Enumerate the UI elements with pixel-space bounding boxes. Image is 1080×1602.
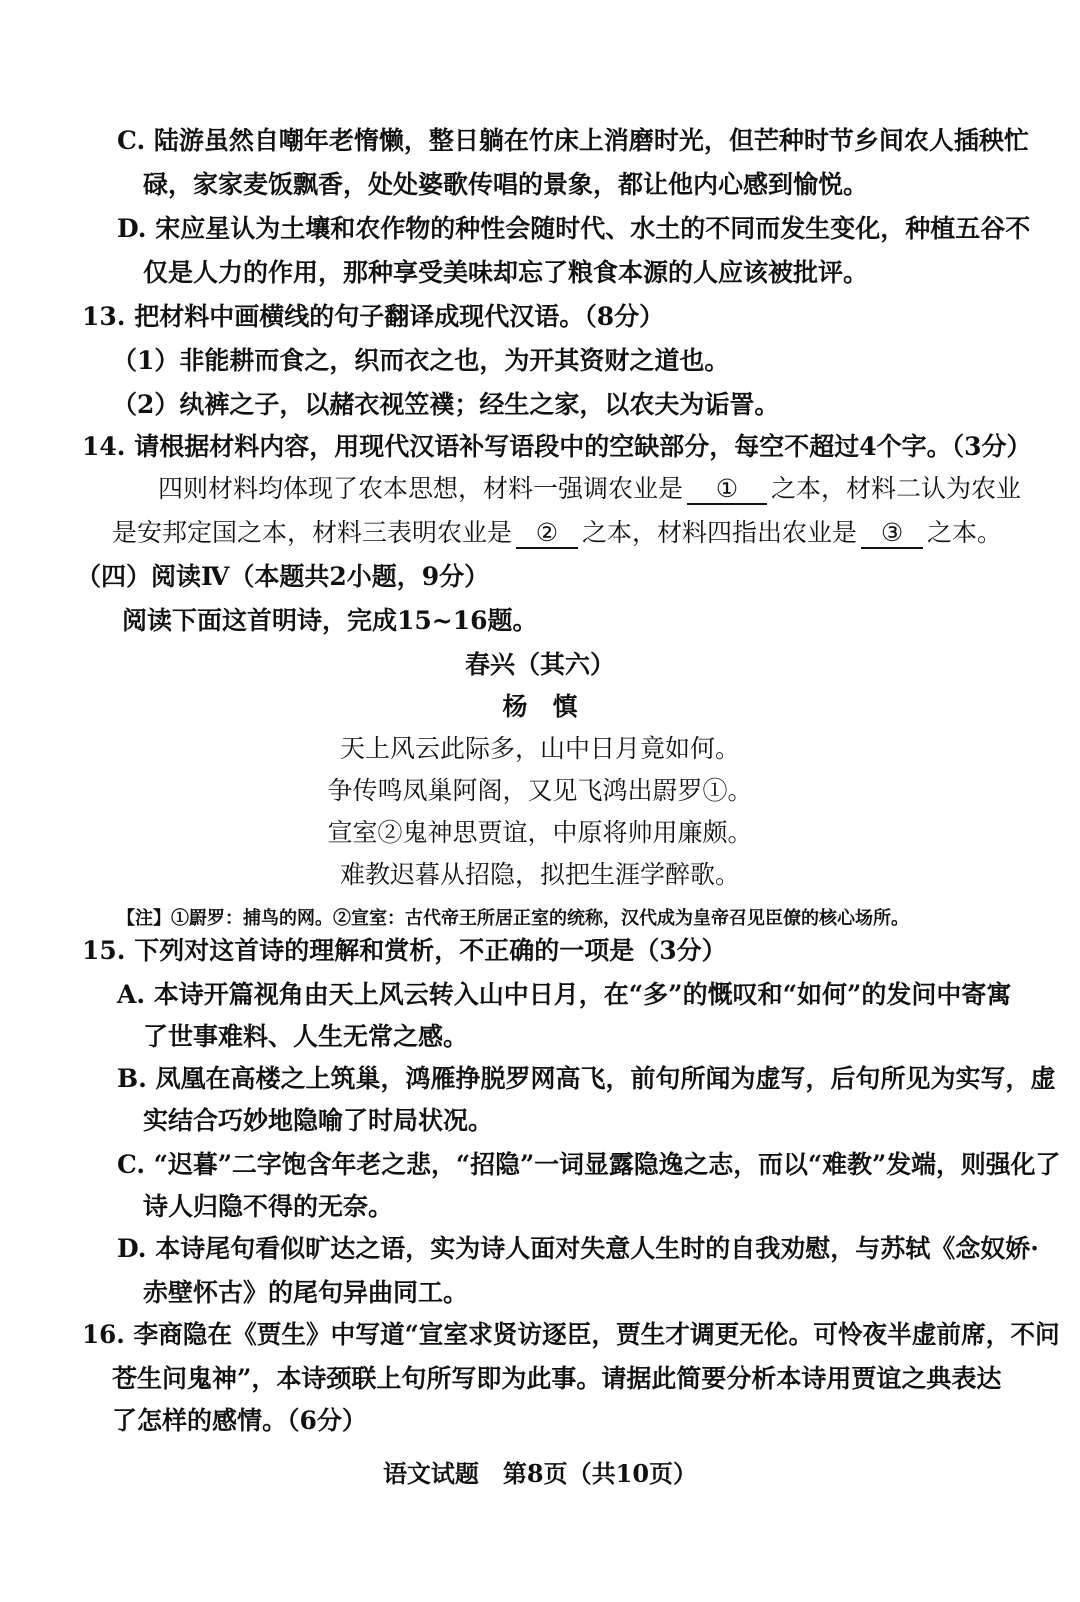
q15-option-c-continued: 诗人归隐不得的无奈。 [143, 1192, 394, 1221]
q14-stem: 14. 请根据材料内容，用现代汉语补写语段中的空缺部分，每空不超过4个字。（3分） [82, 432, 1032, 461]
q14-paragraph-line-1 [158, 472, 1021, 506]
q16-line-1: 16. 李商隐在《贾生》中写道“宣室求贤访逐臣，贾生才调更无伦。可怜夜半虚前席，不问 [82, 1320, 1060, 1349]
q15-stem: 15. 下列对这首诗的理解和赏析，不正确的一项是（3分） [82, 936, 727, 965]
q14-text: 是安邦定国之本，材料三表明农业是 [112, 518, 513, 547]
q15-option-a: A. 本诗开篇视角由天上风云转入山中日月，在“多”的慨叹和“如何”的发问中寄寓 [117, 980, 1012, 1009]
poem-title: 春兴（其六） [464, 650, 615, 679]
q16-line-3: 了怎样的感情。（6分） [112, 1406, 367, 1435]
poem-author: 杨 慎 [502, 692, 578, 721]
poem-line-2: 争传鸣凤巢阿阁，又见飞鸿出罻罗①。 [327, 776, 753, 805]
q13-sentence-2: （2）纨裤之子，以赭衣视笠襆；经生之家，以农夫为诟詈。 [112, 390, 780, 419]
section-4-heading: （四）阅读Ⅳ（本题共2小题，9分） [76, 562, 490, 591]
q15-option-a-continued: 了世事难料、人生无常之感。 [143, 1022, 469, 1051]
q14-text: 之本。 [927, 518, 1003, 547]
q12-option-d-continued: 仅是人力的作用，那种享受美味却忘了粮食本源的人应该被批评。 [143, 258, 869, 287]
q13-stem: 13. 把材料中画横线的句子翻译成现代汉语。（8分） [82, 302, 665, 331]
poem-line-3: 宣室②鬼神思贾谊，中原将帅用廉颇。 [327, 818, 753, 847]
q14-text: 之本，材料二认为农业 [771, 474, 1022, 503]
section-4-intro: 阅读下面这首明诗，完成15~16题。 [122, 606, 538, 635]
poem-line-1: 天上风云此际多，山中日月竟如何。 [339, 734, 740, 763]
q14-blank-3: ③ [861, 519, 923, 549]
q14-text: 四则材料均体现了农本思想，材料一强调农业是 [158, 474, 684, 503]
q14-text: 之本，材料四指出农业是 [582, 518, 858, 547]
q14-blank-1: ① [687, 475, 767, 505]
q12-option-c-continued: 碌，家家麦饭飘香，处处婆歌传唱的景象，都让他内心感到愉悦。 [143, 170, 869, 199]
poem-note: 【注】①罻罗：捕鸟的网。②宣室：古代帝王所居正室的统称，汉代成为皇帝召见臣僚的核心场所。 [117, 908, 909, 929]
q15-option-d-continued: 赤壁怀古》的尾句异曲同工。 [143, 1278, 469, 1307]
q15-option-b: B. 凤凰在高楼之上筑巢，鸿雁挣脱罗网高飞，前句所闻为虚写，后句所见为实写，虚 [117, 1064, 1056, 1093]
q12-option-c: C. 陆游虽然自嘲年老惰懒，整日躺在竹床上消磨时光，但芒种时节乡间农人插秧忙 [117, 126, 1029, 155]
page-footer: 语文试题 第8页（共10页） [382, 1459, 698, 1488]
q15-option-c: C. “迟暮”二字饱含年老之悲，“招隐”一词显露隐逸之志，而以“难教”发端，则强化了 [117, 1150, 1061, 1179]
q13-sentence-1: （1）非能耕而食之，织而衣之也，为开其资财之道也。 [112, 346, 730, 375]
q14-blank-2: ② [516, 519, 578, 549]
q16-line-2: 苍生问鬼神”，本诗颈联上句所写即为此事。请据此简要分析本诗用贾谊之典表达 [112, 1364, 1002, 1393]
q14-paragraph-line-2 [112, 516, 1002, 550]
q12-option-d: D. 宋应星认为土壤和农作物的种性会随时代、水土的不同而发生变化，种植五谷不 [117, 214, 1031, 243]
q15-option-b-continued: 实结合巧妙地隐喻了时局状况。 [143, 1106, 494, 1135]
poem-line-4: 难教迟暮从招隐，拟把生涯学醉歌。 [339, 860, 740, 889]
q15-option-d: D. 本诗尾句看似旷达之语，实为诗人面对失意人生时的自我劝慰，与苏轼《念奴娇· [117, 1234, 1039, 1263]
